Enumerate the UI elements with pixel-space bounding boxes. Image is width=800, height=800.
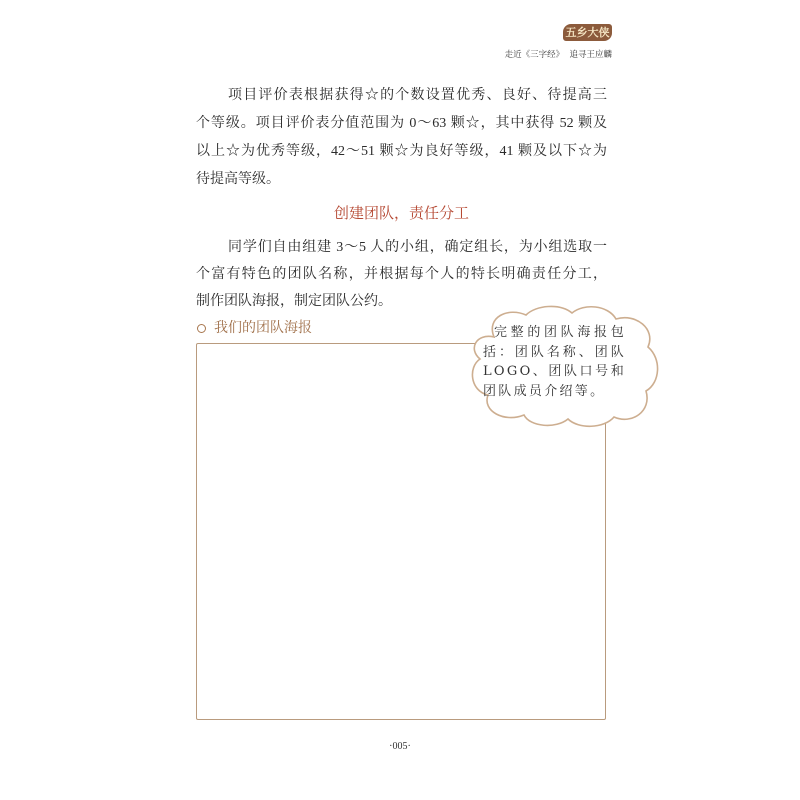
paragraph-line: 个富有特色的团队名称，并根据每个人的特长明确责任分工， <box>196 267 607 282</box>
paragraph-line: 项目评价表根据获得☆的个数设置优秀、良好、待提高三 <box>228 88 607 103</box>
poster-label <box>196 319 312 337</box>
callout-text <box>483 323 626 402</box>
page-number: ·005· <box>389 741 411 752</box>
series-badge: 五乡大侠 <box>563 24 612 41</box>
circle-bullet-icon <box>197 324 206 333</box>
section-heading: 创建团队，责任分工 <box>333 204 469 222</box>
paragraph-line: 个等级。项目评价表分值范围为 0～63 颗☆，其中获得 52 颗及 <box>196 116 607 131</box>
callout-line: 完整的团队海报包 <box>494 325 626 340</box>
callout-line: 括：团队名称、团队 <box>483 344 626 360</box>
poster-label-text: 我们的团队海报 <box>214 320 312 336</box>
paragraph-line: 同学们自由组建 3～5 人的小组，确定组长，为小组选取一 <box>228 240 607 255</box>
paragraph-line: 制作团队海报，制定团队公约。 <box>196 294 392 309</box>
running-header-subtitle: 走近《三字经》 追寻王应麟 <box>504 50 612 60</box>
paragraph-line: 以上☆为优秀等级，42～51 颗☆为良好等级，41 颗及以下☆为 <box>196 144 607 159</box>
callout-line: LOGO、团队口号和 <box>483 364 626 380</box>
callout-line: 团队成员介绍等。 <box>483 384 606 400</box>
intro-paragraph <box>196 82 607 194</box>
paragraph-line: 待提高等级。 <box>196 172 280 187</box>
